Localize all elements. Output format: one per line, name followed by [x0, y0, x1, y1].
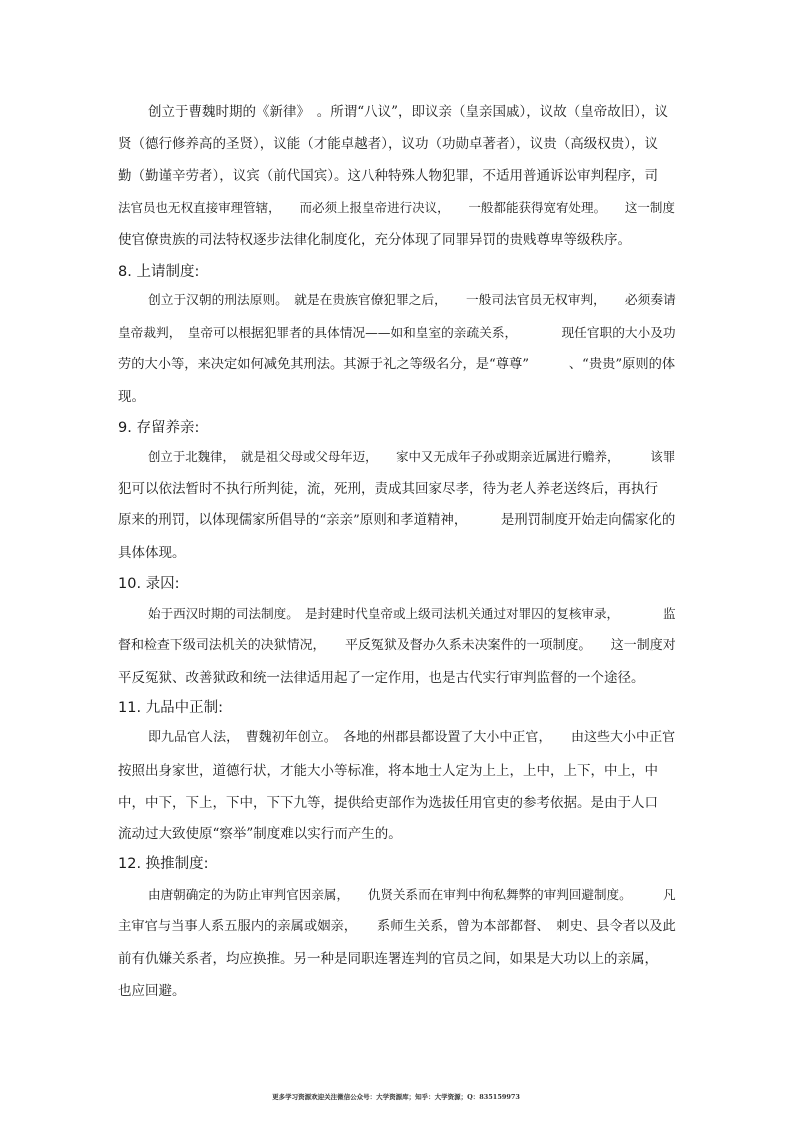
paragraph-line: 具体体现。	[118, 545, 186, 561]
section-heading: 12. 换推制度:	[118, 856, 209, 872]
paragraph-line: 劳的大小等，来决定如何减免其刑法。其源于礼之等级名分，是“尊尊” 、“贵贵”原则的体	[118, 357, 676, 372]
section-heading: 11. 九品中正制:	[118, 700, 224, 716]
page-footer: 更多学习资源欢迎关注微信公众号：大学资源库；知乎：大学资源；Q：835159973	[272, 1093, 520, 1101]
paragraph-line: 也应回避。	[118, 983, 186, 999]
paragraph-line: 创立于曹魏时期的《新律》 。所谓“八议”，即议亲（皇亲国戚），议故（皇帝故旧），议	[148, 104, 669, 120]
paragraph-line: 犯可以依法暂时不执行所判徒，流，死刑，责成其回家尽孝，待为老人养老送终后，再执行	[118, 481, 658, 497]
paragraph-line: 按照出身家世，道德行状，才能大小等标准，将本地士人定为上上，上中，上下，中上，中	[118, 763, 658, 779]
paragraph-line: 前有仇嫌关系者，均应换推。另一种是同职连署连判的官员之间，如果是大功以上的亲属，	[118, 951, 658, 967]
paragraph-line: 贤（德行修养高的圣贤），议能（才能卓越者），议功（功勋卓著者），议贵（高级权贵），议	[118, 136, 658, 152]
section-heading: 8. 上请制度:	[118, 264, 200, 280]
section-heading: 9. 存留养亲:	[118, 420, 200, 436]
paragraph-line: 原来的刑罚，以体现儒家所倡导的“亲亲”原则和孝道精神， 是刑罚制度开始走向儒家化的	[118, 513, 676, 528]
paragraph-line: 中，中下，下上，下中，下下九等，提供给吏部作为选拔任用官吏的参考依据。是由于人口	[118, 795, 658, 811]
paragraph-line: 督和检查下级司法机关的决狱情况， 平反冤狱及督办久系未决案件的一项制度。 这一制度对	[118, 638, 676, 653]
paragraph-line: 主审官与当事人系五服内的亲属或姻亲， 系师生关系，曾为本部都督、 刺史、县令者以及此	[118, 919, 676, 934]
paragraph-line: 使官僚贵族的司法特权逐步法律化制度化，充分体现了同罪异罚的贵贱尊卑等级秩序。	[118, 232, 631, 248]
paragraph-line: 创立于汉朝的刑法原则。 就是在贵族官僚犯罪之后， 一般司法官员无权审判， 必须奏请	[148, 293, 676, 308]
paragraph-line: 法官员也无权直接审理管辖， 而必须上报皇帝进行决议， 一般都能获得宽宥处理。 这一制度	[118, 200, 675, 215]
paragraph-line: 由唐朝确定的为防止审判官因亲属， 仇贤关系而在审判中徇私舞弊的审判回避制度。 凡	[148, 887, 676, 902]
paragraph-line: 勤（勤谨辛劳者），议宾（前代国宾）。这八种特殊人物犯罪，不适用普通诉讼审判程序，司	[118, 168, 658, 184]
paragraph-line: 皇帝裁判， 皇帝可以根据犯罪者的具体情况——如和皇室的亲疏关系， 现任官职的大小及功	[118, 325, 676, 340]
paragraph-line: 平反冤狱、改善狱政和统一法律适用起了一定作用，也是古代实行审判监督的一个途径。	[118, 670, 645, 686]
paragraph-line: 始于西汉时期的司法制度。 是封建时代皇帝或上级司法机关通过对罪囚的复核审录， 监	[148, 606, 676, 621]
section-heading: 10. 录囚:	[118, 576, 180, 592]
paragraph-line: 即九品官人法， 曹魏初年创立。 各地的州郡县都设置了大小中正官， 由这些大小中正官	[148, 730, 676, 745]
paragraph-line: 流动过大致使原“察举”制度难以实行而产生的。	[118, 826, 402, 842]
paragraph-line: 创立于北魏律， 就是祖父母或父母年迈， 家中又无成年子孙或期亲近属进行赡养， 该罪	[148, 449, 676, 464]
paragraph-line: 现。	[118, 389, 145, 405]
